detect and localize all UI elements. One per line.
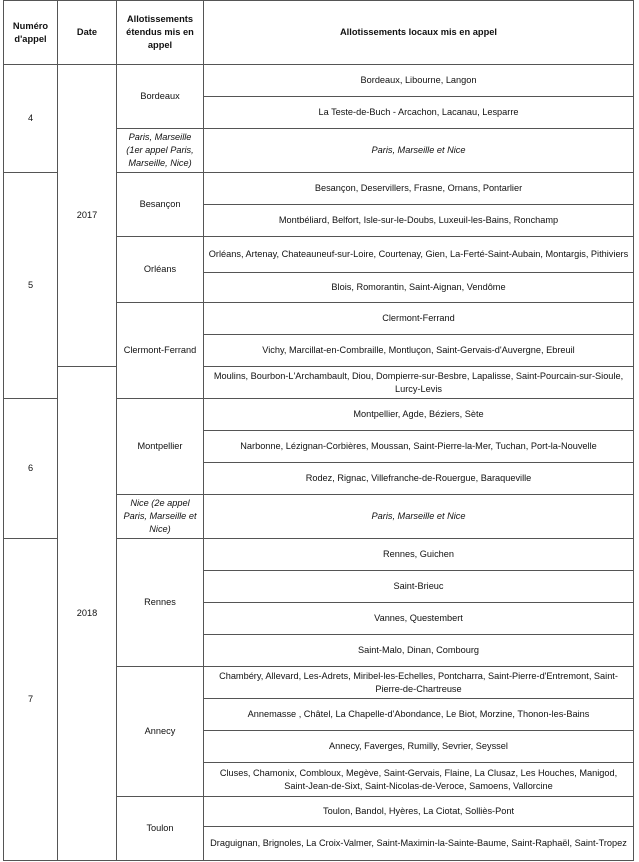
local-cell: Moulins, Bourbon-L'Archambault, Diou, Dompierre-sur-Besbre, Lapalisse, Saint-Pourcain-sur-Sioule, Lurcy-Levis [204, 367, 634, 399]
appel-number: 5 [4, 173, 58, 399]
etendu-cell: Rennes [117, 539, 204, 667]
local-cell: Montbéliard, Belfort, Isle-sur-le-Doubs, Luxeuil-les-Bains, Ronchamp [204, 205, 634, 237]
local-cell: Vannes, Questembert [204, 603, 634, 635]
local-cell: Blois, Romorantin, Saint-Aignan, Vendôme [204, 273, 634, 303]
local-cell: Toulon, Bandol, Hyères, La Ciotat, Solliès-Pont [204, 797, 634, 827]
date-cell: 2018 [58, 367, 117, 861]
etendu-cell: Bordeaux [117, 65, 204, 129]
local-cell: Annecy, Faverges, Rumilly, Sevrier, Seyssel [204, 731, 634, 763]
local-cell: Rennes, Guichen [204, 539, 634, 571]
local-cell: Vichy, Marcillat-en-Combraille, Montluçon, Saint-Gervais-d'Auvergne, Ebreuil [204, 335, 634, 367]
local-cell: Besançon, Deservillers, Frasne, Ornans, Pontarlier [204, 173, 634, 205]
appel-number: 6 [4, 399, 58, 539]
local-cell: Rodez, Rignac, Villefranche-de-Rouergue, Baraqueville [204, 463, 634, 495]
appel-number: 4 [4, 65, 58, 173]
local-cell: Narbonne, Lézignan-Corbières, Moussan, Saint-Pierre-la-Mer, Tuchan, Port-la-Nouvelle [204, 431, 634, 463]
etendu-cell: Montpellier [117, 399, 204, 495]
local-cell: Paris, Marseille et Nice [204, 129, 634, 173]
local-cell: Saint-Malo, Dinan, Combourg [204, 635, 634, 667]
local-cell: Orléans, Artenay, Chateauneuf-sur-Loire, Courtenay, Gien, La-Ferté-Saint-Aubain, Montargis, Pithiviers [204, 237, 634, 273]
table-row [4, 65, 634, 97]
local-cell: La Teste-de-Buch - Arcachon, Lacanau, Lesparre [204, 97, 634, 129]
etendu-cell: Nice (2e appel Paris, Marseille et Nice) [117, 495, 204, 539]
etendu-cell: Clermont-Ferrand [117, 303, 204, 399]
local-cell: Montpellier, Agde, Béziers, Sète [204, 399, 634, 431]
header-row [4, 1, 634, 65]
local-cell: Clermont-Ferrand [204, 303, 634, 335]
etendu-cell: Annecy [117, 667, 204, 797]
header-numero: Numéro d'appel [4, 1, 58, 65]
header-locaux: Allotissements locaux mis en appel [204, 1, 634, 65]
date-cell: 2017 [58, 65, 117, 367]
local-cell: Annemasse , Châtel, La Chapelle-d'Abondance, Le Biot, Morzine, Thonon-les-Bains [204, 699, 634, 731]
header-etendus: Allotissements étendus mis en appel [117, 1, 204, 65]
local-cell: Bordeaux, Libourne, Langon [204, 65, 634, 97]
local-cell: Saint-Brieuc [204, 571, 634, 603]
etendu-cell: Besançon [117, 173, 204, 237]
local-cell: Chambéry, Allevard, Les-Adrets, Miribel-les-Echelles, Pontcharra, Saint-Pierre-d'Entremont, Saint-Pierre-de-Chartreuse [204, 667, 634, 699]
local-cell: Cluses, Chamonix, Combloux, Megève, Saint-Gervais, Flaine, La Clusaz, Les Houches, Manigod, Saint-Jean-de-Sixt, Saint-Nicolas-de-Veroce, Samoens, Vallorcine [204, 763, 634, 797]
table-row [4, 367, 634, 399]
etendu-cell: Paris, Marseille (1er appel Paris, Marseille, Nice) [117, 129, 204, 173]
appel-number: 7 [4, 539, 58, 861]
header-date: Date [58, 1, 117, 65]
local-cell: Draguignan, Brignoles, La Croix-Valmer, Saint-Maximin-la-Sainte-Baume, Saint-Raphaël, Saint-Tropez [204, 827, 634, 861]
allotissements-table [3, 0, 634, 861]
etendu-cell: Toulon [117, 797, 204, 861]
etendu-cell: Orléans [117, 237, 204, 303]
local-cell: Paris, Marseille et Nice [204, 495, 634, 539]
